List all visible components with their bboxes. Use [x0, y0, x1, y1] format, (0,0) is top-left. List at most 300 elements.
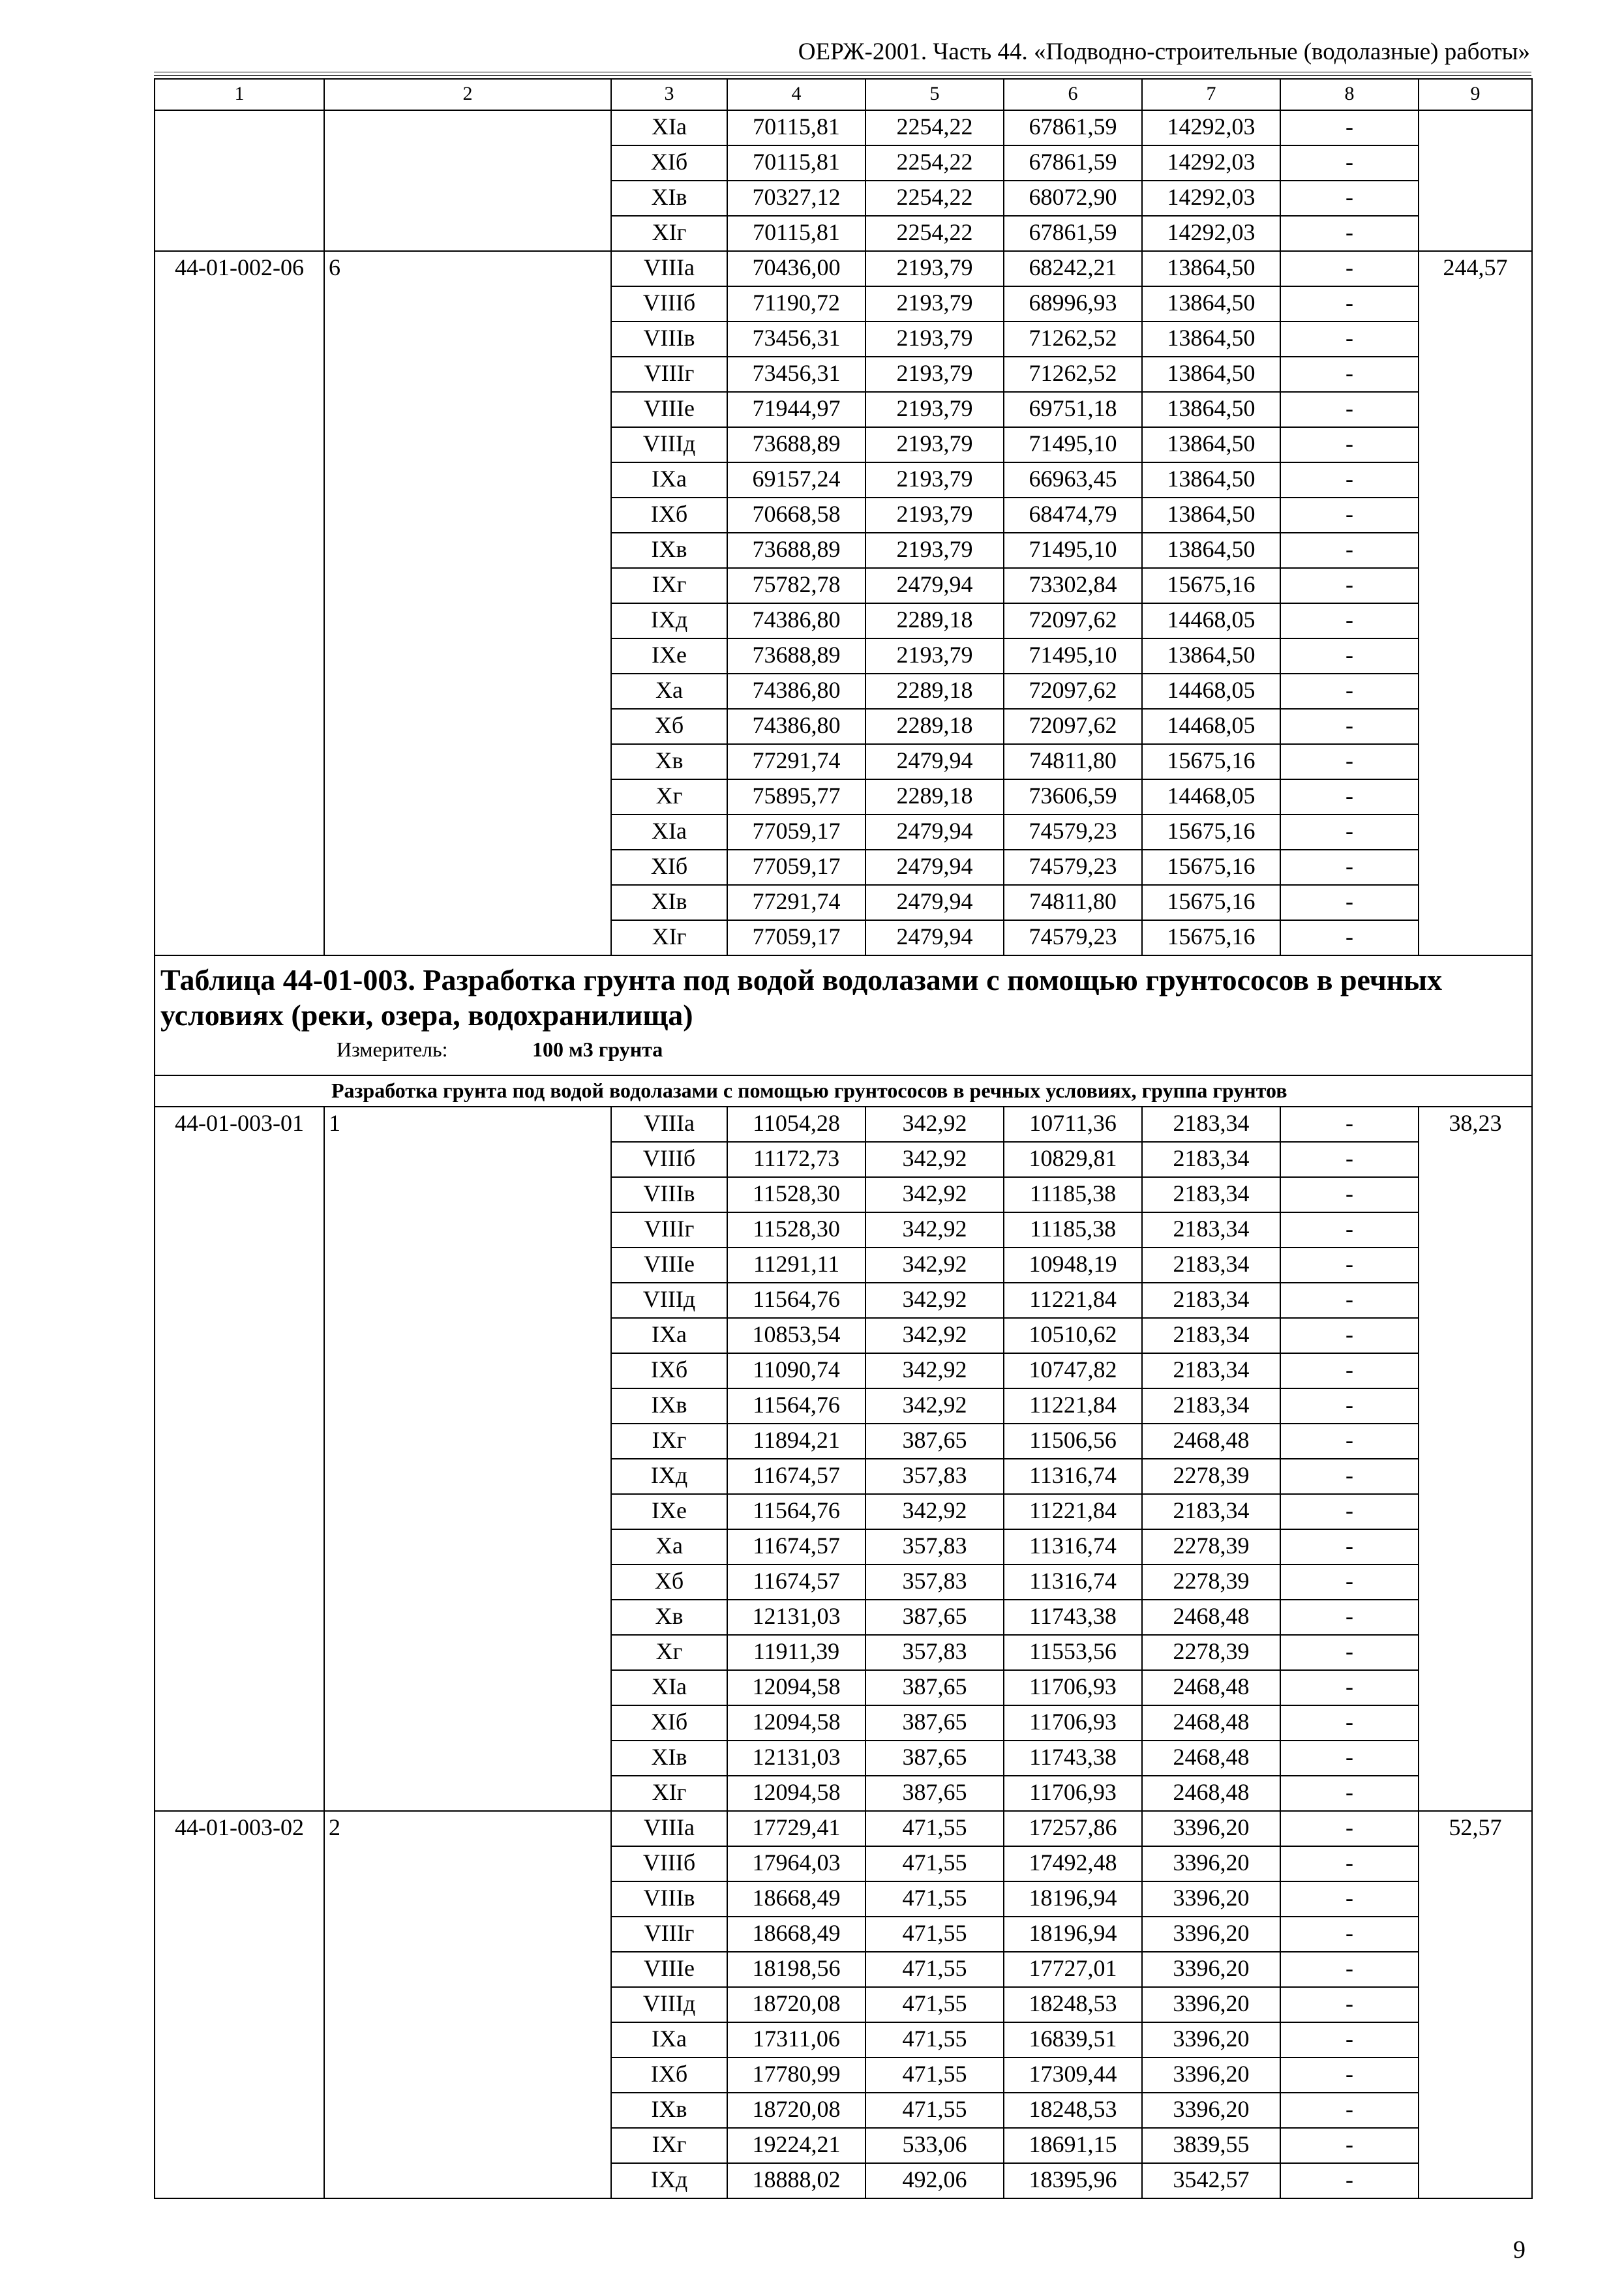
- table-cell: 471,55: [865, 1987, 1004, 2022]
- table-cell: -: [1280, 286, 1419, 322]
- table-cell: 11674,57: [727, 1564, 865, 1600]
- table-cell: -: [1280, 709, 1419, 744]
- table-cell: 73456,31: [727, 322, 865, 357]
- table-cell: -: [1280, 744, 1419, 779]
- table-cell: 77059,17: [727, 815, 865, 850]
- rate-code: [155, 110, 324, 251]
- table-cell: 3396,20: [1142, 1952, 1280, 1987]
- table-cell: 11316,74: [1004, 1564, 1142, 1600]
- table-cell: 18198,56: [727, 1952, 865, 1987]
- table-cell: 74811,80: [1004, 744, 1142, 779]
- table-cell: 18248,53: [1004, 2093, 1142, 2128]
- table-cell: XIб: [611, 145, 727, 181]
- meter-label: Измеритель:: [337, 1038, 448, 1061]
- table-cell: 11894,21: [727, 1424, 865, 1459]
- table-cell: 11706,93: [1004, 1776, 1142, 1811]
- table-cell: 357,83: [865, 1635, 1004, 1670]
- table-cell: IXб: [611, 2057, 727, 2093]
- table-cell: 2193,79: [865, 392, 1004, 427]
- table-cell: -: [1280, 1564, 1419, 1600]
- table-cell: 11506,56: [1004, 1424, 1142, 1459]
- table-cell: 342,92: [865, 1494, 1004, 1529]
- table-cell: -: [1280, 322, 1419, 357]
- labor-cost: 38,23: [1419, 1107, 1532, 1811]
- table-cell: IXг: [611, 1424, 727, 1459]
- table-cell: Xв: [611, 1600, 727, 1635]
- labor-cost: 244,57: [1419, 251, 1532, 955]
- table-cell: 387,65: [865, 1600, 1004, 1635]
- table-cell: 10853,54: [727, 1318, 865, 1353]
- table-cell: 2183,34: [1142, 1283, 1280, 1318]
- table-cell: 12131,03: [727, 1741, 865, 1776]
- table-cell: 2183,34: [1142, 1353, 1280, 1388]
- table-cell: 68072,90: [1004, 181, 1142, 216]
- table-cell: 77059,17: [727, 920, 865, 955]
- table-cell: 15675,16: [1142, 568, 1280, 603]
- table-cell: 2183,34: [1142, 1142, 1280, 1177]
- labor-cost: [1419, 110, 1532, 251]
- table-cell: 18888,02: [727, 2163, 865, 2198]
- table-cell: -: [1280, 1142, 1419, 1177]
- table-cell: 11185,38: [1004, 1177, 1142, 1212]
- column-number: 3: [611, 79, 727, 110]
- table-cell: 69157,24: [727, 462, 865, 498]
- table-cell: -: [1280, 1459, 1419, 1494]
- table-cell: -: [1280, 1248, 1419, 1283]
- column-number-row: [155, 79, 1532, 110]
- table-cell: -: [1280, 1212, 1419, 1248]
- rate-number: 1: [324, 1107, 611, 1811]
- table-cell: 11316,74: [1004, 1529, 1142, 1564]
- table-cell: 72097,62: [1004, 603, 1142, 638]
- running-header: ОЕРЖ-2001. Часть 44. «Подводно-строительные (водолазные) работы»: [798, 38, 1530, 65]
- table-cell: 2254,22: [865, 110, 1004, 145]
- table-cell: -: [1280, 815, 1419, 850]
- table-cell: 18668,49: [727, 1917, 865, 1952]
- table-cell: 2193,79: [865, 498, 1004, 533]
- table-cell: 15675,16: [1142, 744, 1280, 779]
- table-cell: 11221,84: [1004, 1494, 1142, 1529]
- table-cell: 471,55: [865, 2057, 1004, 2093]
- table-cell: -: [1280, 1670, 1419, 1705]
- table-cell: VIIIб: [611, 1846, 727, 1881]
- table-cell: 2254,22: [865, 181, 1004, 216]
- table-cell: 3396,20: [1142, 1846, 1280, 1881]
- table-cell: -: [1280, 2057, 1419, 2093]
- column-number: 5: [865, 79, 1004, 110]
- table-cell: 11528,30: [727, 1177, 865, 1212]
- table-cell: 10747,82: [1004, 1353, 1142, 1388]
- table-cell: VIIIa: [611, 1107, 727, 1142]
- page-number: 9: [1513, 2236, 1526, 2264]
- table-cell: 342,92: [865, 1283, 1004, 1318]
- table-cell: 71190,72: [727, 286, 865, 322]
- table-cell: -: [1280, 498, 1419, 533]
- rate-number: 6: [324, 251, 611, 955]
- table-cell: -: [1280, 2128, 1419, 2163]
- table-cell: 11743,38: [1004, 1741, 1142, 1776]
- table-cell: 2193,79: [865, 427, 1004, 462]
- table-cell: 2193,79: [865, 533, 1004, 568]
- table-cell: 3396,20: [1142, 2093, 1280, 2128]
- table-cell: Xг: [611, 1635, 727, 1670]
- table-cell: 18720,08: [727, 2093, 865, 2128]
- table-cell: 13864,50: [1142, 533, 1280, 568]
- table-cell: -: [1280, 2163, 1419, 2198]
- table-cell: 342,92: [865, 1107, 1004, 1142]
- table-cell: 11674,57: [727, 1529, 865, 1564]
- table-cell: 2479,94: [865, 744, 1004, 779]
- table-cell: -: [1280, 181, 1419, 216]
- table-cell: 387,65: [865, 1776, 1004, 1811]
- table-cell: 11221,84: [1004, 1388, 1142, 1424]
- table-cell: 11674,57: [727, 1459, 865, 1494]
- table-cell: IXг: [611, 568, 727, 603]
- table-cell: Xa: [611, 1529, 727, 1564]
- table-cell: 13864,50: [1142, 427, 1280, 462]
- table-cell: VIIIг: [611, 1212, 727, 1248]
- table-cell: IXa: [611, 462, 727, 498]
- table-cell: 17492,48: [1004, 1846, 1142, 1881]
- table-cell: 71495,10: [1004, 638, 1142, 674]
- table-cell: -: [1280, 1917, 1419, 1952]
- table-cell: 342,92: [865, 1388, 1004, 1424]
- table-cell: XIa: [611, 1670, 727, 1705]
- table-cell: 13864,50: [1142, 251, 1280, 286]
- table-cell: VIIIд: [611, 427, 727, 462]
- table-cell: 342,92: [865, 1177, 1004, 1212]
- table-cell: -: [1280, 1107, 1419, 1142]
- table-cell: 2193,79: [865, 251, 1004, 286]
- table-cell: -: [1280, 357, 1419, 392]
- rate-code: 44-01-002-06: [155, 251, 324, 955]
- table-cell: 2479,94: [865, 815, 1004, 850]
- table-cell: XIв: [611, 885, 727, 920]
- table-cell: VIIIa: [611, 251, 727, 286]
- table-cell: -: [1280, 885, 1419, 920]
- table-cell: 11221,84: [1004, 1283, 1142, 1318]
- labor-cost: 52,57: [1419, 1811, 1532, 2198]
- table-cell: 11054,28: [727, 1107, 865, 1142]
- column-number: 7: [1142, 79, 1280, 110]
- table-cell: 19224,21: [727, 2128, 865, 2163]
- table-cell: -: [1280, 1424, 1419, 1459]
- column-number: 9: [1419, 79, 1532, 110]
- table-title-row: [155, 955, 1532, 1075]
- table-cell: -: [1280, 427, 1419, 462]
- table-cell: 72097,62: [1004, 674, 1142, 709]
- rate-code: 44-01-003-02: [155, 1811, 324, 2198]
- table-cell: 17311,06: [727, 2022, 865, 2057]
- price-table: [154, 78, 1533, 2199]
- table-cell: XIв: [611, 1741, 727, 1776]
- table-cell: -: [1280, 1388, 1419, 1424]
- table-cell: 11564,76: [727, 1494, 865, 1529]
- table-cell: 70115,81: [727, 216, 865, 251]
- table-cell: 13864,50: [1142, 357, 1280, 392]
- table-cell: 2278,39: [1142, 1459, 1280, 1494]
- column-number: 8: [1280, 79, 1419, 110]
- table-cell: Xa: [611, 674, 727, 709]
- table-cell: 14292,03: [1142, 216, 1280, 251]
- table-cell: VIIIe: [611, 1248, 727, 1283]
- table-cell: 3396,20: [1142, 1811, 1280, 1846]
- table-cell: 3396,20: [1142, 1917, 1280, 1952]
- table-cell: 11564,76: [727, 1388, 865, 1424]
- table-cell: 70327,12: [727, 181, 865, 216]
- table-cell: 492,06: [865, 2163, 1004, 2198]
- table-cell: -: [1280, 2022, 1419, 2057]
- table-cell: 11553,56: [1004, 1635, 1142, 1670]
- table-cell: 18395,96: [1004, 2163, 1142, 2198]
- table-cell: -: [1280, 1952, 1419, 1987]
- section-subtitle: Разработка грунта под водой водолазами с помощью грунтососов в речных условиях, группа грунтов: [155, 1075, 1532, 1107]
- table-row: [155, 251, 1532, 286]
- table-cell: 77059,17: [727, 850, 865, 885]
- table-cell: 11528,30: [727, 1212, 865, 1248]
- table-cell: 14468,05: [1142, 709, 1280, 744]
- column-number: 2: [324, 79, 611, 110]
- table-cell: -: [1280, 638, 1419, 674]
- table-cell: VIIIa: [611, 1811, 727, 1846]
- table-cell: 18668,49: [727, 1881, 865, 1917]
- table-cell: 11743,38: [1004, 1600, 1142, 1635]
- table-cell: -: [1280, 1353, 1419, 1388]
- table-cell: 68242,21: [1004, 251, 1142, 286]
- table-cell: 72097,62: [1004, 709, 1142, 744]
- table-cell: -: [1280, 110, 1419, 145]
- table-cell: 69751,18: [1004, 392, 1142, 427]
- table-cell: IXб: [611, 1353, 727, 1388]
- table-cell: 74386,80: [727, 674, 865, 709]
- table-cell: 67861,59: [1004, 216, 1142, 251]
- table-cell: 68474,79: [1004, 498, 1142, 533]
- header-rule: [154, 72, 1531, 76]
- rate-code: 44-01-003-01: [155, 1107, 324, 1811]
- table-cell: 75782,78: [727, 568, 865, 603]
- table-cell: 342,92: [865, 1248, 1004, 1283]
- table-cell: -: [1280, 850, 1419, 885]
- table-cell: -: [1280, 1600, 1419, 1635]
- table-cell: 2278,39: [1142, 1635, 1280, 1670]
- table-cell: 471,55: [865, 1846, 1004, 1881]
- table-cell: 11706,93: [1004, 1705, 1142, 1741]
- table-cell: 18691,15: [1004, 2128, 1142, 2163]
- table-cell: 2289,18: [865, 674, 1004, 709]
- table-cell: 10711,36: [1004, 1107, 1142, 1142]
- table-cell: XIa: [611, 110, 727, 145]
- table-cell: 12131,03: [727, 1600, 865, 1635]
- table-cell: 18720,08: [727, 1987, 865, 2022]
- table-cell: Xб: [611, 709, 727, 744]
- table-cell: IXв: [611, 533, 727, 568]
- table-cell: VIIIд: [611, 1987, 727, 2022]
- table-cell: 74579,23: [1004, 815, 1142, 850]
- table-cell: -: [1280, 1177, 1419, 1212]
- table-cell: 2479,94: [865, 568, 1004, 603]
- table-cell: -: [1280, 1318, 1419, 1353]
- table-cell: 15675,16: [1142, 885, 1280, 920]
- table-cell: 14468,05: [1142, 674, 1280, 709]
- table-cell: 10510,62: [1004, 1318, 1142, 1353]
- table-title: Таблица 44-01-003. Разработка грунта под водой водолазами с помощью грунтососов в речных условиях (реки, озера, водохранилища): [160, 963, 1443, 1032]
- table-cell: 14468,05: [1142, 603, 1280, 638]
- table-cell: 70115,81: [727, 145, 865, 181]
- table-cell: 2278,39: [1142, 1564, 1280, 1600]
- table-cell: -: [1280, 674, 1419, 709]
- table-cell: -: [1280, 1283, 1419, 1318]
- table-cell: 2468,48: [1142, 1776, 1280, 1811]
- table-cell: 342,92: [865, 1142, 1004, 1177]
- table-cell: -: [1280, 462, 1419, 498]
- column-number: 1: [155, 79, 324, 110]
- rate-number: 2: [324, 1811, 611, 2198]
- table-cell: 2479,94: [865, 885, 1004, 920]
- table-row: [155, 1107, 1532, 1142]
- table-cell: 18196,94: [1004, 1881, 1142, 1917]
- table-cell: Xг: [611, 779, 727, 815]
- table-cell: 16839,51: [1004, 2022, 1142, 2057]
- table-cell: 12094,58: [727, 1670, 865, 1705]
- table-cell: 11291,11: [727, 1248, 865, 1283]
- table-cell: 2183,34: [1142, 1388, 1280, 1424]
- table-cell: 2183,34: [1142, 1107, 1280, 1142]
- table-cell: 71495,10: [1004, 427, 1142, 462]
- meter: [160, 1034, 1526, 1064]
- table-cell: 3542,57: [1142, 2163, 1280, 2198]
- table-cell: 71262,52: [1004, 357, 1142, 392]
- table-cell: 3396,20: [1142, 1881, 1280, 1917]
- table-cell: 13864,50: [1142, 392, 1280, 427]
- table-cell: 387,65: [865, 1705, 1004, 1741]
- table-cell: 2254,22: [865, 145, 1004, 181]
- table-cell: 71944,97: [727, 392, 865, 427]
- table-cell: 73456,31: [727, 357, 865, 392]
- table-cell: -: [1280, 145, 1419, 181]
- table-cell: 11090,74: [727, 1353, 865, 1388]
- table-cell: Xб: [611, 1564, 727, 1600]
- table-cell: 17729,41: [727, 1811, 865, 1846]
- table-cell: 67861,59: [1004, 110, 1142, 145]
- table-cell: 471,55: [865, 1952, 1004, 1987]
- table-cell: 342,92: [865, 1318, 1004, 1353]
- table-cell: 3839,55: [1142, 2128, 1280, 2163]
- table-cell: -: [1280, 920, 1419, 955]
- table-cell: 17780,99: [727, 2057, 865, 2093]
- table-cell: -: [1280, 251, 1419, 286]
- table-cell: -: [1280, 216, 1419, 251]
- table-cell: 2193,79: [865, 357, 1004, 392]
- table-cell: VIIIб: [611, 1142, 727, 1177]
- rate-number: [324, 110, 611, 251]
- table-cell: 12094,58: [727, 1776, 865, 1811]
- table-cell: 74386,80: [727, 709, 865, 744]
- table-cell: IXe: [611, 1494, 727, 1529]
- table-cell: -: [1280, 2093, 1419, 2128]
- table-cell: -: [1280, 1987, 1419, 2022]
- table-cell: 2183,34: [1142, 1494, 1280, 1529]
- column-number: 6: [1004, 79, 1142, 110]
- table-cell: 77291,74: [727, 885, 865, 920]
- meter-value: 100 м3 грунта: [532, 1038, 663, 1061]
- table-cell: VIIIд: [611, 1283, 727, 1318]
- table-cell: VIIIe: [611, 1952, 727, 1987]
- table-cell: VIIIв: [611, 322, 727, 357]
- table-cell: 2468,48: [1142, 1741, 1280, 1776]
- table-cell: 2183,34: [1142, 1318, 1280, 1353]
- table-cell: 11564,76: [727, 1283, 865, 1318]
- table-cell: 18248,53: [1004, 1987, 1142, 2022]
- table-body: [155, 79, 1532, 2198]
- table-cell: 14292,03: [1142, 181, 1280, 216]
- table-cell: 2183,34: [1142, 1177, 1280, 1212]
- table-cell: 75895,77: [727, 779, 865, 815]
- table-cell: 70115,81: [727, 110, 865, 145]
- table-cell: -: [1280, 1811, 1419, 1846]
- table-cell: 77291,74: [727, 744, 865, 779]
- table-cell: 471,55: [865, 1917, 1004, 1952]
- table-cell: VIIIв: [611, 1881, 727, 1917]
- table-cell: 342,92: [865, 1353, 1004, 1388]
- table-cell: IXв: [611, 1388, 727, 1424]
- section-subtitle-row: [155, 1075, 1532, 1107]
- table-cell: 387,65: [865, 1670, 1004, 1705]
- table-cell: 11706,93: [1004, 1670, 1142, 1705]
- table-cell: IXд: [611, 1459, 727, 1494]
- table-cell: IXв: [611, 2093, 727, 2128]
- table-cell: 66963,45: [1004, 462, 1142, 498]
- table-cell: 3396,20: [1142, 2057, 1280, 2093]
- table-cell: 74386,80: [727, 603, 865, 638]
- table-cell: 71495,10: [1004, 533, 1142, 568]
- table-row: [155, 110, 1532, 145]
- table-cell: 11316,74: [1004, 1459, 1142, 1494]
- table-cell: VIIIб: [611, 286, 727, 322]
- table-cell: XIг: [611, 920, 727, 955]
- table-cell: -: [1280, 1881, 1419, 1917]
- table-cell: 471,55: [865, 2022, 1004, 2057]
- table-cell: 387,65: [865, 1424, 1004, 1459]
- table-cell: 10829,81: [1004, 1142, 1142, 1177]
- table-cell: 2468,48: [1142, 1424, 1280, 1459]
- table-cell: 2278,39: [1142, 1529, 1280, 1564]
- table-cell: XIб: [611, 850, 727, 885]
- table-cell: 2289,18: [865, 709, 1004, 744]
- table-cell: -: [1280, 1529, 1419, 1564]
- table-cell: -: [1280, 1776, 1419, 1811]
- table-cell: -: [1280, 1846, 1419, 1881]
- table-cell: 71262,52: [1004, 322, 1142, 357]
- table-cell: -: [1280, 533, 1419, 568]
- table-cell: 342,92: [865, 1212, 1004, 1248]
- table-cell: 357,83: [865, 1459, 1004, 1494]
- table-cell: 18196,94: [1004, 1917, 1142, 1952]
- table-cell: 74579,23: [1004, 920, 1142, 955]
- table-cell: VIIIe: [611, 392, 727, 427]
- table-cell: IXe: [611, 638, 727, 674]
- table-row: [155, 1811, 1532, 1846]
- table-cell: 15675,16: [1142, 850, 1280, 885]
- table-cell: XIв: [611, 181, 727, 216]
- table-cell: 2193,79: [865, 322, 1004, 357]
- table-cell: 70436,00: [727, 251, 865, 286]
- table-cell: 17309,44: [1004, 2057, 1142, 2093]
- table-cell: -: [1280, 568, 1419, 603]
- table-cell: VIIIв: [611, 1177, 727, 1212]
- table-cell: -: [1280, 1494, 1419, 1529]
- table-cell: 357,83: [865, 1529, 1004, 1564]
- table-cell: 17727,01: [1004, 1952, 1142, 1987]
